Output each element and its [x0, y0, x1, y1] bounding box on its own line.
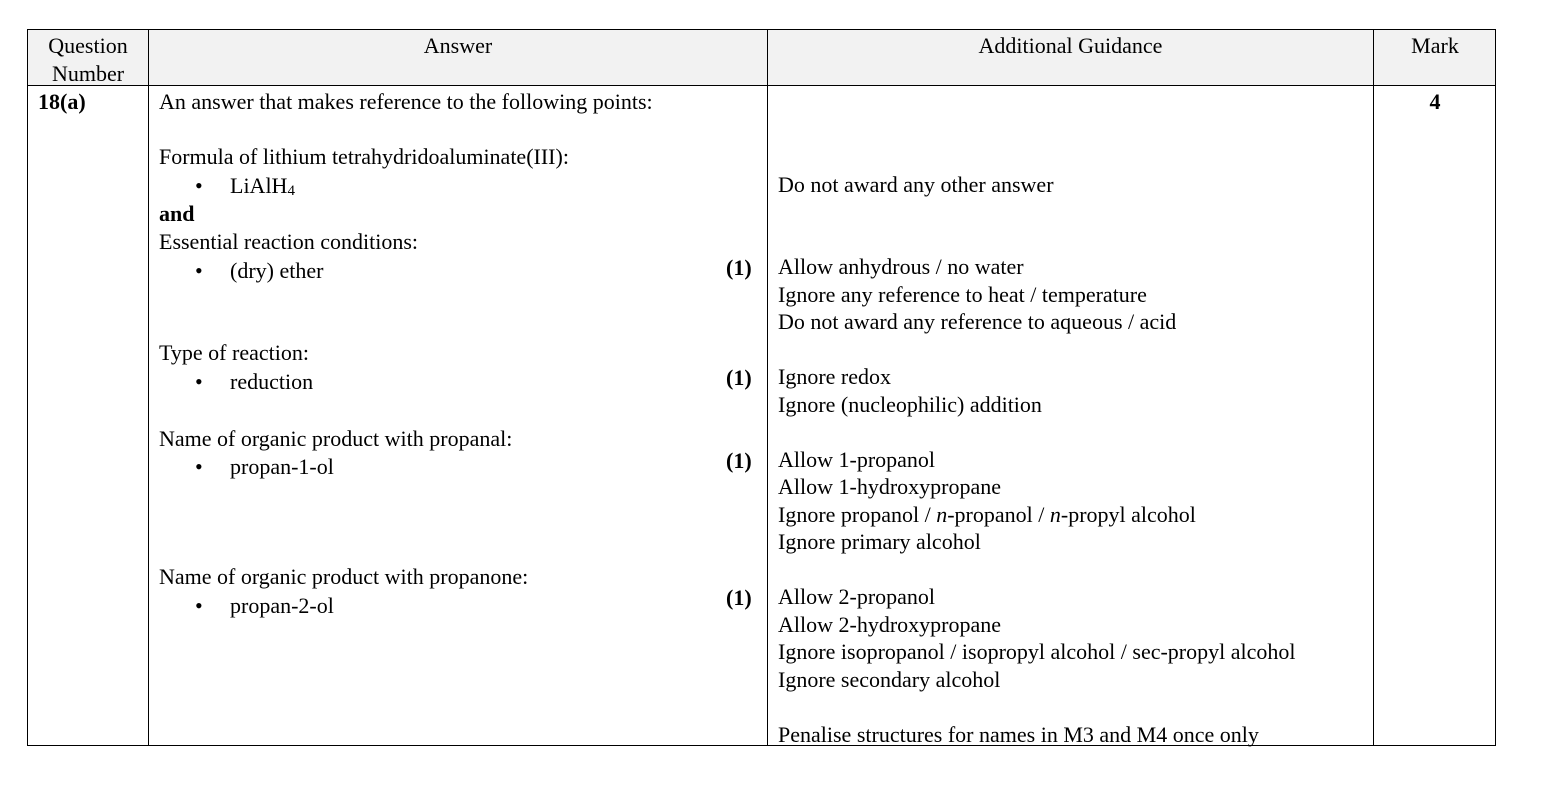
total-mark: 4 [1429, 89, 1441, 114]
guidance-line: Allow 1-propanol [778, 447, 936, 472]
guidance-line: Allow 1-hydroxypropane [778, 474, 1002, 499]
bullet-icon: • [195, 258, 203, 283]
point-mark: (1) [726, 448, 752, 473]
column-divider [767, 30, 768, 745]
guidance-line: Ignore isopropanol / isopropyl alcohol / sec-propyl alcohol [778, 639, 1296, 664]
question-number: 18(a) [38, 89, 86, 114]
point-mark: (1) [726, 255, 752, 280]
guidance-line: Ignore any reference to heat / temperature [778, 282, 1147, 307]
guidance-line: Ignore secondary alcohol [778, 667, 1001, 692]
guidance-text: -propyl alcohol [1060, 502, 1196, 527]
guidance-text: Ignore propanol / [778, 502, 937, 527]
guidance-line: Do not award any other answer [778, 172, 1054, 197]
propanone-heading: Name of organic product with propanone: [159, 564, 529, 589]
guidance-line [778, 501, 1196, 528]
header-question-number: Question Number [48, 33, 128, 86]
propanal-item: propan-1-ol [230, 454, 334, 479]
bullet-icon: • [195, 593, 203, 618]
guidance-line: Ignore (nucleophilic) addition [778, 392, 1042, 417]
guidance-line: Ignore redox [778, 364, 892, 389]
bullet-icon: • [195, 454, 203, 479]
column-divider [148, 30, 149, 745]
bullet-icon: • [195, 369, 203, 394]
guidance-italic: n [1049, 502, 1061, 527]
header-mark: Mark [1411, 33, 1459, 58]
conditions-item: (dry) ether [230, 258, 324, 283]
propanone-item: propan-2-ol [230, 593, 334, 618]
conditions-heading: Essential reaction conditions: [159, 229, 419, 254]
guidance-line: Penalise structures for names in M3 and M4 once only [778, 722, 1259, 747]
type-item: reduction [230, 369, 314, 394]
guidance-line: Allow 2-propanol [778, 584, 936, 609]
column-divider [1373, 30, 1374, 745]
header-answer: Answer [423, 33, 493, 58]
point-mark: (1) [726, 365, 752, 390]
type-heading: Type of reaction: [159, 340, 309, 365]
guidance-line: Allow 2-hydroxypropane [778, 612, 1002, 637]
guidance-italic: n [936, 502, 948, 527]
guidance-line: Allow anhydrous / no water [778, 254, 1024, 279]
formula-subscript: 4 [287, 183, 295, 199]
point-mark: (1) [726, 585, 752, 610]
propanal-heading: Name of organic product with propanal: [159, 426, 513, 451]
formula-item [230, 172, 295, 199]
header-additional-guidance: Additional Guidance [978, 33, 1163, 58]
guidance-text: -propanol / [947, 502, 1050, 527]
formula-heading: Formula of lithium tetrahydridoaluminate(III): [159, 144, 569, 169]
formula-main: LiAlH [230, 173, 288, 198]
answer-intro: An answer that makes reference to the following points: [159, 89, 653, 114]
bullet-icon: • [195, 173, 203, 198]
mark-scheme-table [27, 29, 1496, 746]
guidance-line: Do not award any reference to aqueous / acid [778, 309, 1177, 334]
guidance-line: Ignore primary alcohol [778, 529, 981, 554]
and-connector: and [159, 201, 195, 226]
